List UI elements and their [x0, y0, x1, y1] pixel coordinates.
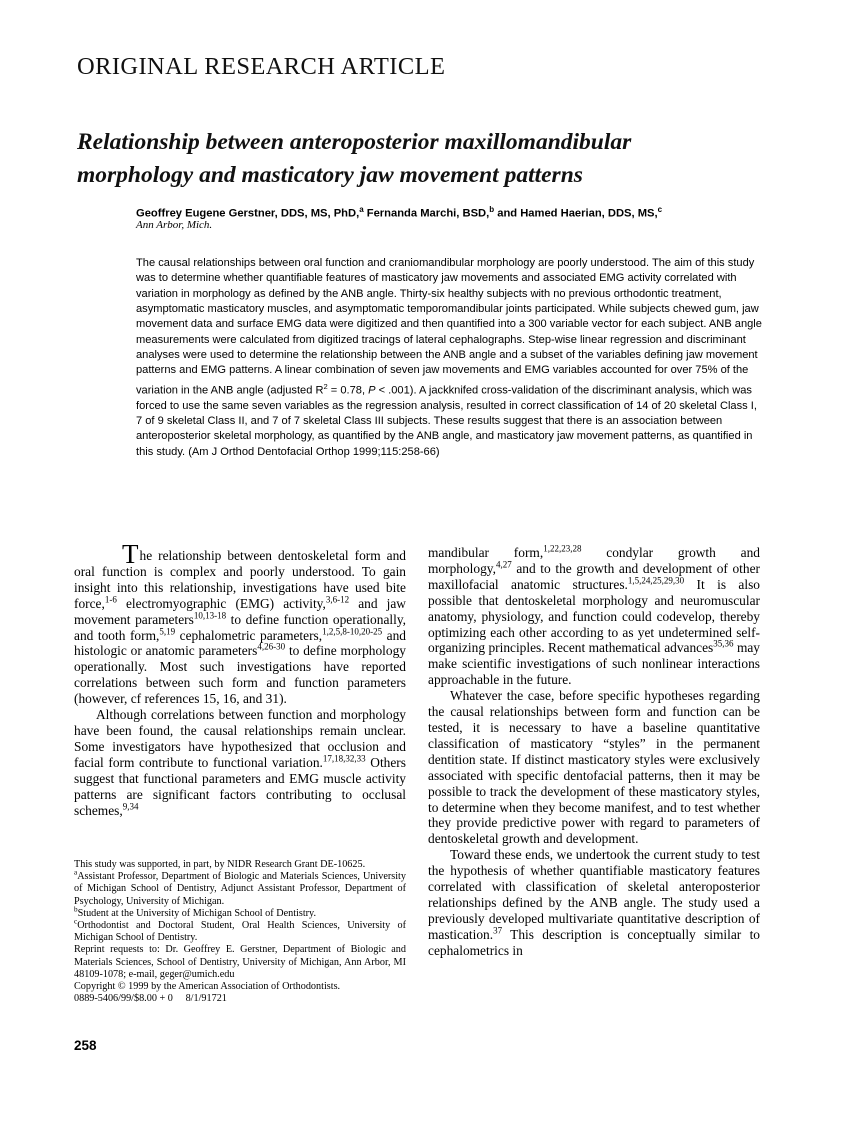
paragraph-intro-2-text-a: Although correlations between function and morphology have been found, the causal relationships remain unclear. Some investigators have hypothesized that occlusion and facial form contribute to functional variation. [74, 707, 406, 770]
paragraph-intro-1-text-a: he relationship between dentoskeletal form and oral function is complex and poorly understood. To gain insight into this relationship, investigations have used bite force, [74, 548, 406, 611]
citation-ref: 1,2,5,8-10,20-25 [322, 626, 383, 637]
paragraph-study-aim [428, 847, 760, 958]
footnote-grant: This study was supported, in part, by NIDR Research Grant DE-10625. [74, 859, 366, 870]
page-number: 258 [74, 1038, 97, 1053]
footnotes-block [74, 859, 406, 1005]
footnote-affiliation-c [74, 917, 406, 944]
footnote-affiliation-a [74, 868, 406, 908]
body-column-left [74, 539, 407, 818]
citation-ref: 3,6-12 [325, 594, 350, 605]
abstract-r-squared-exponent: 2 [323, 381, 328, 391]
paragraph-continued-text-e: may make scientific investigations of such nonlinear interactions approachable in the future. [428, 640, 760, 688]
paragraph-intro-1-text-g: to define morphology operationally. Most such investigations have reported correlations between such form and function parameters (however, cf references 15, 16, and 31). [74, 643, 406, 707]
footnote-affiliation-b-text: Student at the University of Michigan School of Dentistry. [77, 907, 317, 919]
article-type-label: ORIGINAL RESEARCH ARTICLE [77, 53, 446, 80]
footnote-affiliation-a-text: Assistant Professor, Department of Biologic and Materials Sciences, University of Michigan School of Dentistry, Adjunct Assistant Professor, Department of Psychology, University of Michigan. [74, 871, 406, 907]
author-1-affiliation-marker: a [359, 205, 364, 214]
citation-ref: 1,22,23,28 [543, 543, 582, 554]
citation-ref: 37 [493, 925, 503, 936]
body-column-right [428, 545, 760, 959]
author-3-name: and Hamed Haerian, DDS, MS, [494, 207, 658, 220]
paragraph-intro-1-text-b: electromyographic (EMG) activity, [116, 595, 326, 611]
citation-ref: 10,13-18 [193, 610, 227, 621]
author-line [136, 203, 776, 221]
footnote-copyright: Copyright © 1999 by the American Association of Orthodontists. [74, 981, 341, 993]
footnote-issn: 0889-5406/99/$8.00 + 0 8/1/91721 [74, 993, 227, 1005]
author-3-affiliation-marker: c [657, 205, 663, 214]
citation-ref: 5,19 [159, 626, 176, 637]
author-location: Ann Arbor, Mich. [136, 219, 213, 231]
paragraph-continued-text-c: and to the growth and development of other maxillofacial anatomic structures. [428, 560, 760, 592]
paragraph-intro-1-text-e: cephalometric parameters, [175, 627, 323, 643]
footnote-marker-b: b [74, 905, 78, 914]
abstract-p-value-symbol: P [368, 384, 376, 397]
drop-cap: T [122, 539, 139, 569]
paragraph-intro-1 [74, 539, 407, 707]
citation-ref: 17,18,32,33 [322, 753, 366, 764]
paragraph-continued [428, 545, 760, 688]
abstract-part-3: < .001). A jackknifed cross-validation of the discriminant analysis, which was forced to use the same seven variables as the regression analysis, resulted in correct classification of 14 of 20 skeletal Class I, 7 of 9 skeletal Class II, and 7 of 7 skeletal Class III subjects. These results suggest that there is an association between anteroposterior skeletal morphology, as quantified by the ANB angle, and masticatory jaw movement patterns, as quantified in this study. (Am J Orthod Dentofacial Orthop 1999;115:258-66) [136, 384, 757, 458]
author-2-affiliation-marker: b [489, 205, 495, 214]
paragraph-continued-text-b: condylar growth and morphology, [428, 545, 760, 576]
citation-ref: 1,5,24,25,29,30 [627, 575, 685, 586]
author-2-name: Fernanda Marchi, BSD, [363, 207, 490, 220]
abstract-part-2: = 0.78, [327, 384, 369, 397]
paragraph-intro-1-text-c: and jaw movement parameters [74, 595, 406, 627]
abstract-text [136, 256, 766, 460]
footnote-marker-a: a [74, 868, 78, 877]
footnote-reprint-requests: Reprint requests to: Dr. Geoffrey E. Gerstner, Department of Biologic and Materials Sciences, School of Dentistry, University of Michigan, Ann Arbor, MI 48109-1078; e-mail, geger@umich.edu [74, 944, 406, 980]
citation-ref: 4,26-30 [257, 641, 286, 652]
footnote-affiliation-c-text: Orthodontist and Doctoral Student, Oral Health Sciences, University of Michigan School of Dentistry. [74, 920, 406, 944]
footnote-affiliation-b [74, 905, 406, 920]
citation-ref: 4,27 [495, 559, 512, 570]
citation-ref: 1-6 [104, 594, 117, 605]
citation-ref: 35,36 [713, 638, 734, 649]
paragraph-continued-text-d: It is also possible that dentoskeletal morphology and neuromuscular anatomy, physiology, and function could codevelop, thereby optimizing each other according to as yet undetermined self-organizing principles. Recent mathematical advances [428, 576, 760, 656]
paragraph-intro-2 [74, 707, 406, 818]
paragraph-hypotheses: Whatever the case, before specific hypotheses regarding the causal relationships between form and function can be tested, it is necessary to have a baseline quantitative classification of masticatory “styles” in the permanent dentition state. If distinct masticatory styles were exclusively associated with specific dentofacial patterns, then it may be possible to track the development of these masticatory styles, to determine when they become manifest, and to test whether they provide predictive power with regard to parameters of dentoskeletal growth and development. [428, 688, 760, 847]
paragraph-intro-1-text-d: to define function operationally, and tooth form, [74, 611, 407, 643]
abstract-part-1: The causal relationships between oral function and craniomandibular morphology are poorly understood. The aim of this study was to determine whether quantifiable features of masticatory jaw movements and associated EMG activity correlated with variation in morphology as defined by the ANB angle. Thirty-six healthy subjects with no previous orthodontic treatment, asymptomatic masticatory muscles, and asymptomatic temporomandibular joints participated. While subjects chewed gum, jaw movement data and surface EMG data were digitized and then quantified into a 300 variable vector for each subject. ANB angle measurements were calculated from digitized tracings of lateral cephalographs. Step-wise linear regression and discriminant analyses were used to determine the relationship between the ANB angle and a subset of the variables defining jaw movement patterns and EMG patterns. A linear combination of seven jaw movements and EMG variables accounted for over 75% of the variation in the ANB angle (adjusted R [136, 257, 762, 397]
paragraph-study-aim-text-a: Toward these ends, we undertook the current study to test the hypothesis of whether quantifiable masticatory features correlated with classification of skeletal anteroposterior relationships defined by the ANB angle. The study used a previously developed multivariate quantitative description of mastication. [428, 847, 760, 942]
footnote-marker-c: c [74, 917, 78, 926]
author-1-name: Geoffrey Eugene Gerstner, DDS, MS, PhD, [136, 207, 360, 220]
paragraph-intro-1-text-f: and histologic or anatomic parameters [74, 627, 407, 659]
paragraph-intro-2-text-b: Others suggest that functional parameters and EMG muscle activity patterns are significant factors contributing to occlusal schemes, [74, 754, 406, 818]
paragraph-study-aim-text-b: This description is conceptually similar to cephalometrics in [428, 926, 760, 958]
paragraph-continued-text-a: mandibular form, [428, 545, 544, 560]
page-title: Relationship between anteroposterior maxillomandibular morphology and masticatory jaw movement patterns [77, 128, 632, 188]
citation-ref: 9,34 [122, 801, 139, 812]
